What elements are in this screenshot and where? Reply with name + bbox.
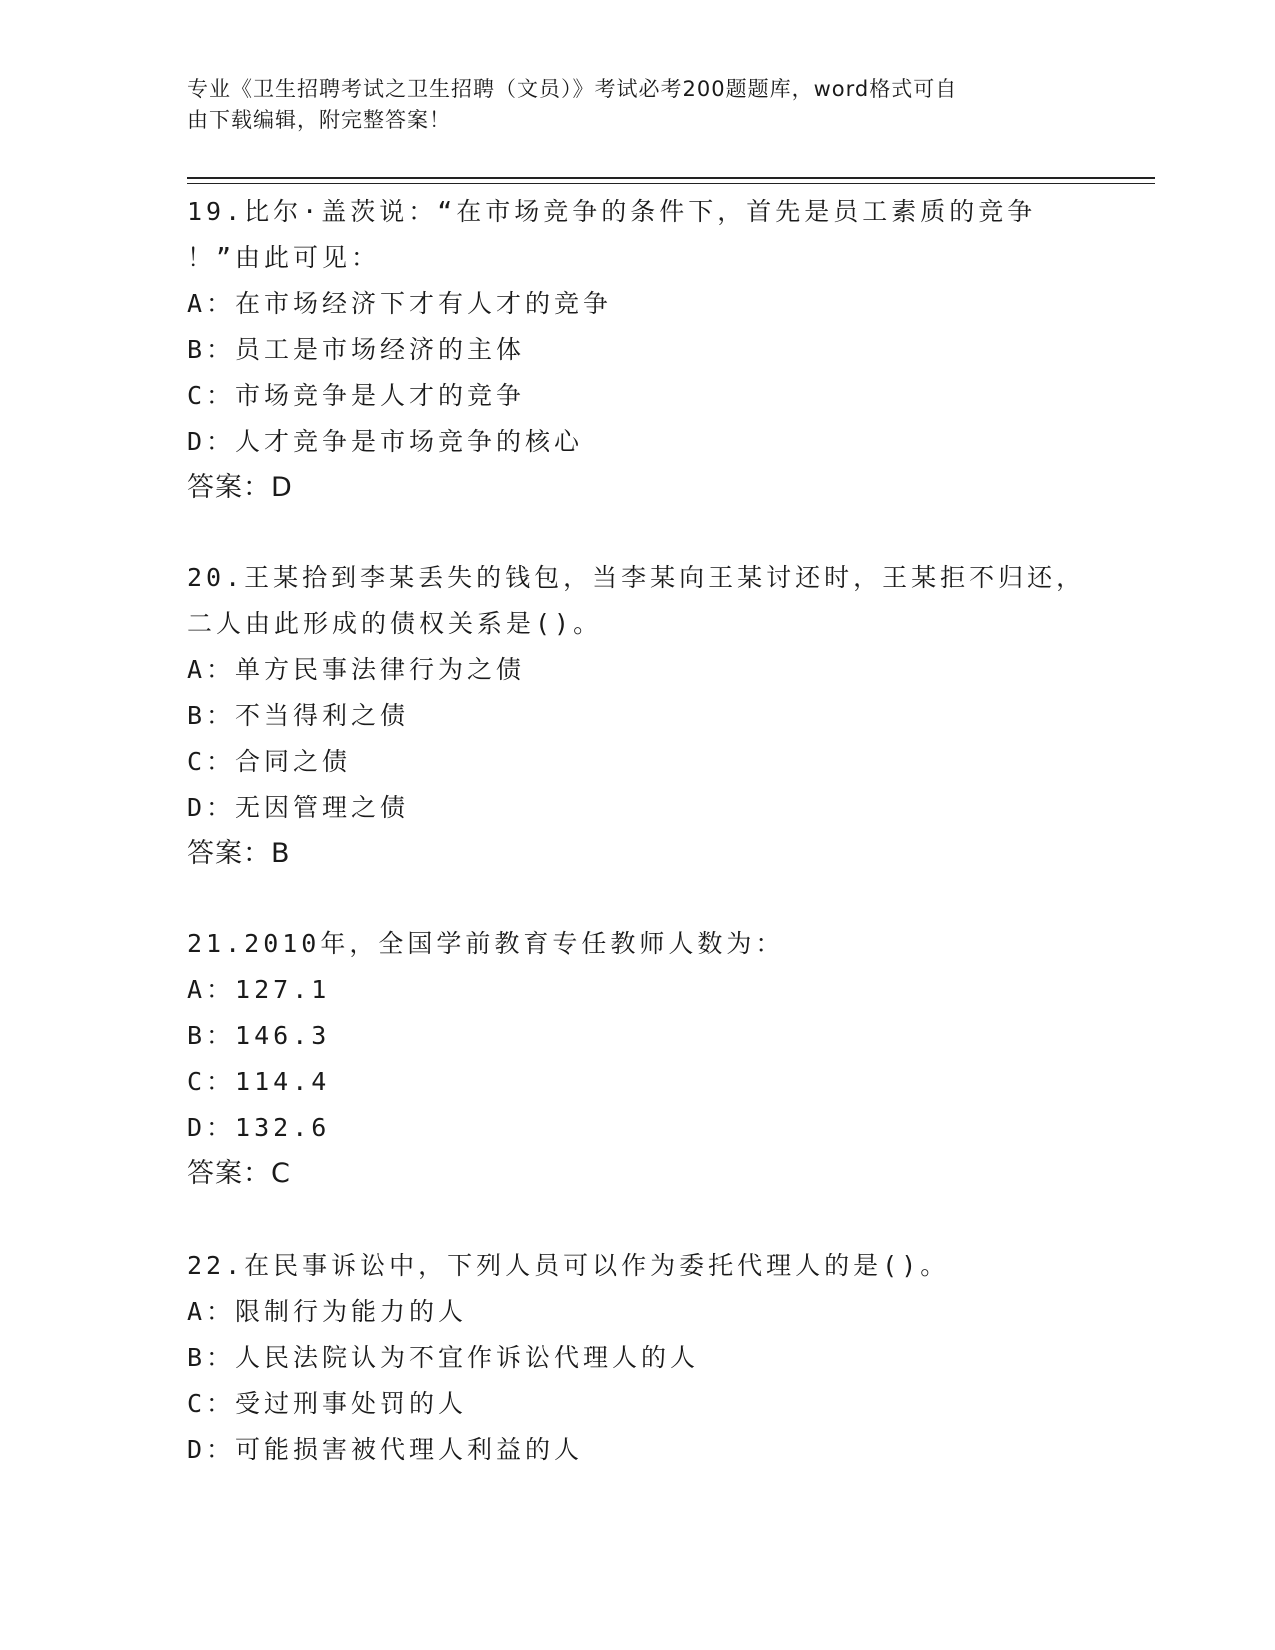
question-21 <box>187 921 1087 1197</box>
question-stem-line: 21.2010年，全国学前教育专任教师人数为： <box>187 929 785 958</box>
option-b: B：员工是市场经济的主体 <box>187 335 526 364</box>
option-d: D：132.6 <box>187 1113 331 1142</box>
answer-line: 答案：B <box>187 838 291 869</box>
question-stem-line: 22.在民事诉讼中，下列人员可以作为委托代理人的是()。 <box>187 1251 950 1280</box>
option-a: A：限制行为能力的人 <box>187 1297 468 1326</box>
question-stem-line: 19.比尔·盖茨说：“在市场竞争的条件下，首先是员工素质的竞争 <box>187 197 1037 226</box>
option-d: D：可能损害被代理人利益的人 <box>187 1435 584 1464</box>
option-c: C：市场竞争是人才的竞争 <box>187 381 526 410</box>
option-b: B：人民法院认为不宜作诉讼代理人的人 <box>187 1343 700 1372</box>
question-19 <box>187 189 1087 511</box>
option-d: D：无因管理之债 <box>187 793 410 822</box>
option-a: A：单方民事法律行为之债 <box>187 655 526 684</box>
answer-line: 答案：D <box>187 472 293 503</box>
document-header <box>187 74 1067 136</box>
question-stem-line: 二人由此形成的债权关系是()。 <box>187 609 603 638</box>
header-divider-thin <box>187 183 1155 184</box>
option-c: C：受过刑事处罚的人 <box>187 1389 468 1418</box>
header-divider-thick <box>187 177 1155 179</box>
option-c: C：114.4 <box>187 1067 331 1096</box>
header-line-1: 专业《卫生招聘考试之卫生招聘（文员）》考试必考200题题库，word格式可自 <box>187 77 958 101</box>
option-d: D：人才竞争是市场竞争的核心 <box>187 427 584 456</box>
option-a: A：127.1 <box>187 975 331 1004</box>
option-b: B：不当得利之债 <box>187 701 410 730</box>
question-stem-line: 20.王某拾到李某丢失的钱包，当李某向王某讨还时，王某拒不归还， <box>187 563 1086 592</box>
answer-line: 答案：C <box>187 1158 291 1189</box>
question-stem-line: ！”由此可见： <box>187 243 381 272</box>
option-c: C：合同之债 <box>187 747 352 776</box>
question-22 <box>187 1243 1087 1473</box>
question-20 <box>187 555 1087 877</box>
header-line-2: 由下载编辑，附完整答案！ <box>187 108 451 132</box>
option-a: A：在市场经济下才有人才的竞争 <box>187 289 613 318</box>
option-b: B：146.3 <box>187 1021 331 1050</box>
